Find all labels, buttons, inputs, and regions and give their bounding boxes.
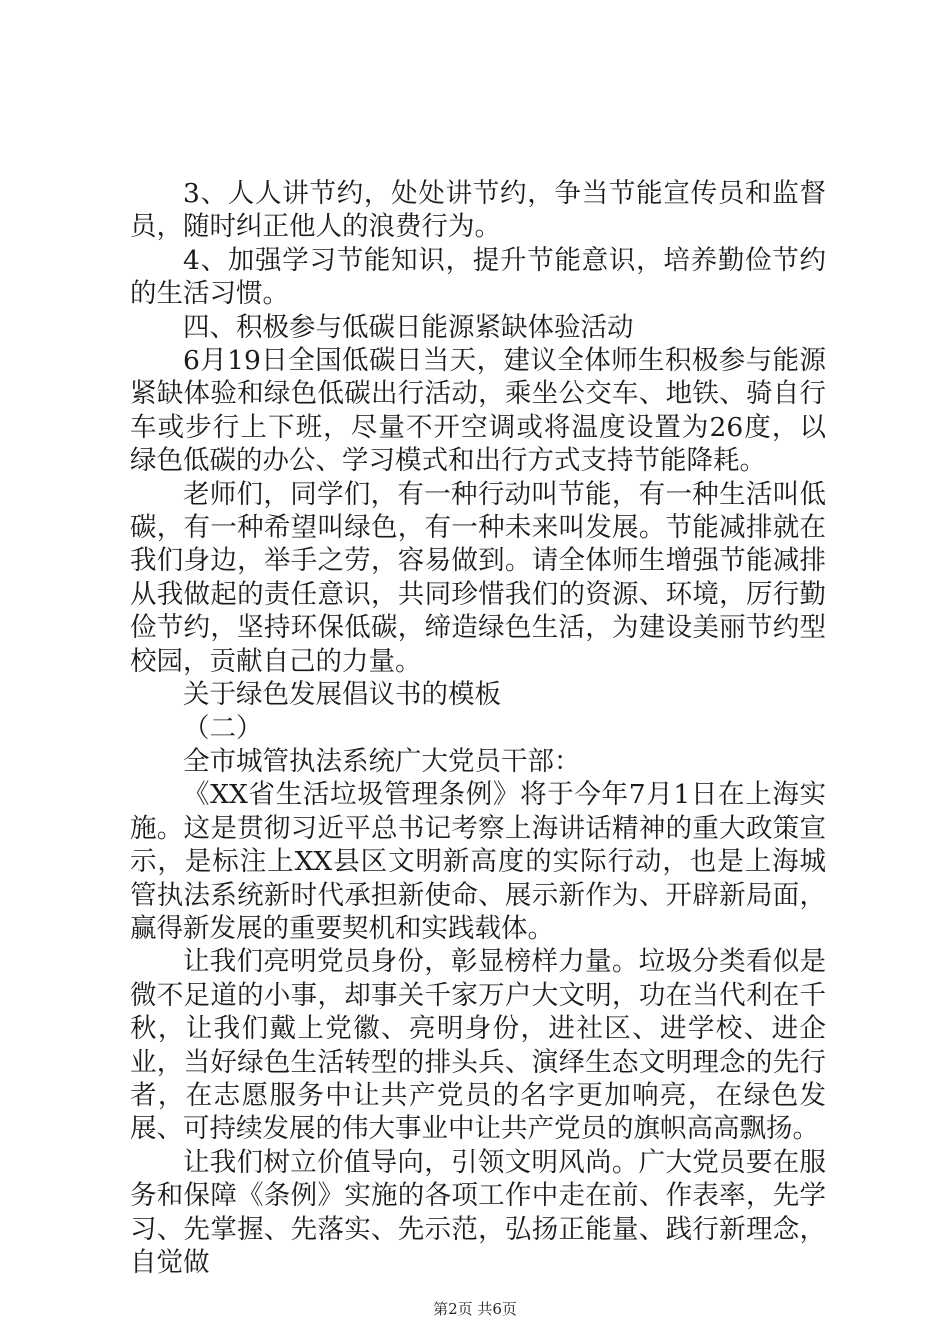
section-heading-4: 四、积极参与低碳日能源紧缺体验活动 xyxy=(183,311,634,343)
paragraph-party-identity: 让我们亮明党员身份，彰显榜样力量。垃圾分类看似是微不足道的小事，却事关千家万户大文明，功在当代利在千秋，让我们戴上党徽、亮明身份，进社区、进学校、进企业，当好绿色生活转型的排头兵、演绎生态文明理念的先行者，在志愿服务中让共产党员的名字更加响亮，在绿色发展、可持续发展的伟大事业中让共产党员的旗帜高高飘扬。 xyxy=(130,946,826,1145)
paragraph-appeal: 老师们，同学们，有一种行动叫节能，有一种生活叫低碳，有一种希望叫绿色，有一种未来叫发展。节能减排就在我们身边，举手之劳，容易做到。请全体师生增强节能减排从我做起的责任意识，共同珍惜我们的资源、环境，厉行勤俭节约，坚持环保低碳，缔造绿色生活，为建设美丽节约型校园，贡献自己的力量。 xyxy=(130,478,826,677)
template-number: （二） xyxy=(183,712,263,744)
paragraph-regulation: 《XX省生活垃圾管理条例》将于今年7月1日在上海实施。这是贯彻习近平总书记考察上海讲话精神的重大政策宣示，是标注上XX县区文明新高度的实际行动，也是上海城管执法系统新时代承担新使命、展示新作为、开辟新局面，赢得新发展的重要契机和实践载体。 xyxy=(130,779,826,944)
paragraph-item-3: 3、人人讲节约，处处讲节约，争当节能宣传员和监督员，随时纠正他人的浪费行为。 xyxy=(130,178,826,243)
salutation: 全市城管执法系统广大党员干部： xyxy=(183,745,581,777)
paragraph-item-4: 4、加强学习节能知识，提升节能意识，培养勤俭节约的生活习惯。 xyxy=(130,244,826,310)
document-body xyxy=(130,177,826,1279)
template-title: 关于绿色发展倡议书的模板 xyxy=(183,679,501,711)
page-footer: 第2页 共6页 xyxy=(433,1300,517,1318)
paragraph-low-carbon-day: 6月19日全国低碳日当天，建议全体师生积极参与能源紧缺体验和绿色低碳出行活动，乘坐公交车、地铁、骑自行车或步行上下班，尽量不开空调或将温度设置为26度，以绿色低碳的办公、学习模式和出行方式支持节能降耗。 xyxy=(130,345,826,477)
paragraph-value-guidance: 让我们树立价值导向，引领文明风尚。广大党员要在服务和保障《条例》实施的各项工作中走在前、作表率，先学习、先掌握、先落实、先示范，弘扬正能量、践行新理念，自觉做 xyxy=(130,1146,826,1278)
